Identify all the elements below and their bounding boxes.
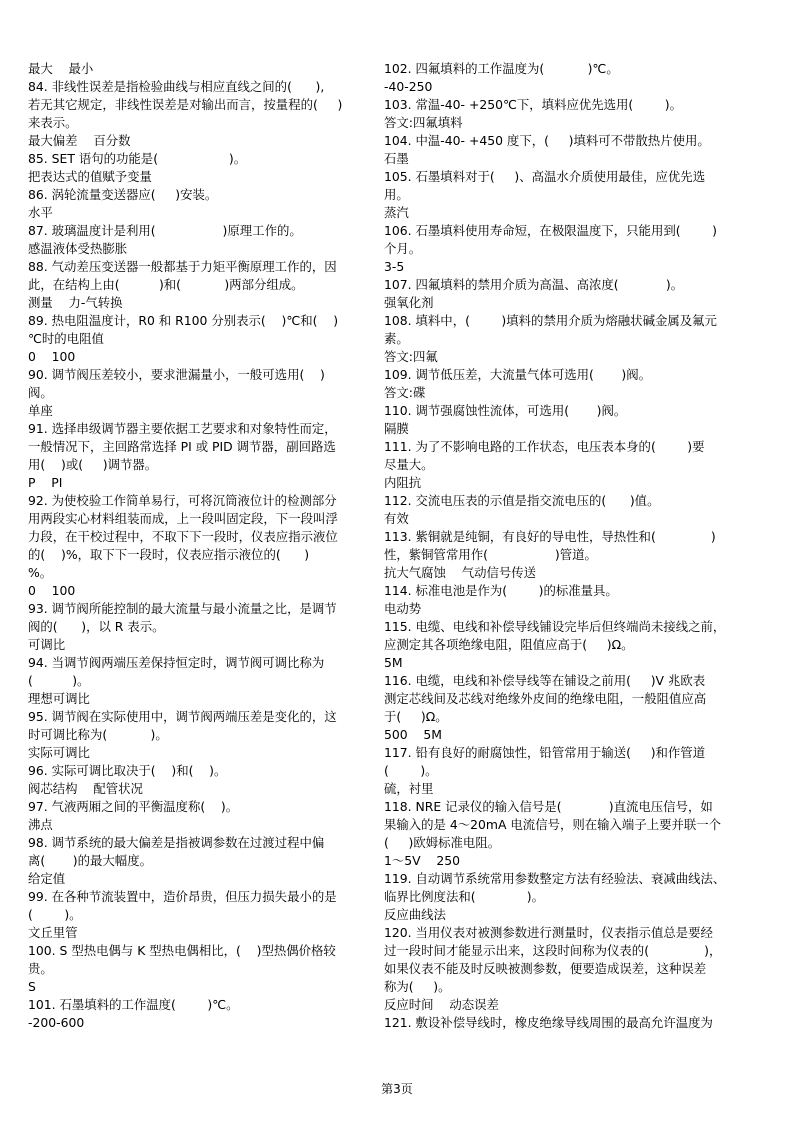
text-line: -200-600 xyxy=(28,1015,85,1030)
text-line: 强氧化剂 xyxy=(384,295,434,310)
text-line: 内阻抗 xyxy=(384,475,422,490)
text-line: 果输入的是 4～20mA 电流信号，则在输入端子上要并联一个 xyxy=(384,817,722,832)
text-line: 应测定其各项绝缘电阻，阻值应高于( )Ω。 xyxy=(384,637,634,652)
text-line: 0 100 xyxy=(28,349,76,364)
text-line: 120. 当用仪表对被测参数进行测量时，仪表指示值总是要经 xyxy=(384,925,713,940)
text-line: 过一段时间才能显示出来，这段时间称为仪表的( )， xyxy=(384,943,722,958)
text-line: 100. S 型热电偶与 K 型热电偶相比，( )型热偶价格较 xyxy=(28,943,336,958)
text-line: 反应时间 动态误差 xyxy=(384,997,499,1012)
text-line: 114. 标准电池是作为( )的标准量具。 xyxy=(384,583,618,598)
text-line: 于( )Ω。 xyxy=(384,709,448,724)
text-line: 103. 常温-40- +250℃下，填料应优先选用( )。 xyxy=(384,97,682,112)
text-line: 99. 在各种节流装置中，造价昂贵，但压力损失最小的是 xyxy=(28,889,337,904)
text-line: 110. 调节强腐蚀性流体，可选用( )阀。 xyxy=(384,403,627,418)
text-line: 88. 气动差压变送器一般都基于力矩平衡原理工作的，因 xyxy=(28,259,337,274)
text-line: 测定芯线间及芯线对绝缘外皮间的绝缘电阻，一般阻值应高 xyxy=(384,691,707,706)
text-line: 93. 调节阀所能控制的最大流量与最小流量之比，是调节 xyxy=(28,601,337,616)
text-line: 109. 调节低压差，大流量气体可选用( )阀。 xyxy=(384,367,652,382)
text-line: 来表示。 xyxy=(28,115,78,130)
text-line: 107. 四氟填料的禁用介质为高温、高浓度( )。 xyxy=(384,277,684,292)
text-line: 力段，在干校过程中，不取下下一段时，仪表应指示液位 xyxy=(28,529,338,544)
text-line: 121. 敷设补偿导线时，橡皮绝缘导线周围的最高允许温度为 xyxy=(384,1015,713,1030)
text-line: 用两段实心材料组装而成，上一段叫固定段，下一段叫浮 xyxy=(28,511,338,526)
text-line: 112. 交流电压表的示值是指交流电压的( )值。 xyxy=(384,493,660,508)
text-line: 最大偏差 百分数 xyxy=(28,133,131,148)
text-line: 此，在结构上由( )和( )两部分组成。 xyxy=(28,277,304,292)
text-line: 用。 xyxy=(384,187,409,202)
text-line: 时可调比称为( )。 xyxy=(28,727,168,742)
text-line: 感温液体受热膨胀 xyxy=(28,241,128,256)
text-line: ( )欧姆标准电阻。 xyxy=(384,835,501,850)
text-line: 111. 为了不影响电路的工作状态，电压表本身的( )要 xyxy=(384,439,705,454)
text-line: 尽量大。 xyxy=(384,457,434,472)
text-line: 最大 最小 xyxy=(28,61,94,76)
text-line: 5M xyxy=(384,655,403,670)
text-line: 可调比 xyxy=(28,637,66,652)
text-line: %。 xyxy=(28,565,53,580)
text-line: 96. 实际可调比取决于( )和( )。 xyxy=(28,763,227,778)
text-line: 104. 中温-40- +450 度下，( )填料可不带散热片使用。 xyxy=(384,133,710,148)
text-line: 硫，衬里 xyxy=(384,781,434,796)
text-line: 答文:四氟填料 xyxy=(384,115,463,130)
text-line: 石墨 xyxy=(384,151,409,166)
text-line: 84. 非线性误差是指检验曲线与相应直线之间的( ), xyxy=(28,79,325,94)
text-line: 素。 xyxy=(384,331,409,346)
text-line: 97. 气液两厢之间的平衡温度称( )。 xyxy=(28,799,239,814)
text-line: 94. 当调节阀两端压差保持恒定时，调节阀可调比称为 xyxy=(28,655,325,670)
text-line: 98. 调节系统的最大偏差是指被调参数在过渡过程中偏 xyxy=(28,835,325,850)
text-line: 答文:碟 xyxy=(384,385,426,400)
text-line: 一般情况下，主回路常选择 PI 或 PID 调节器，副回路选 xyxy=(28,439,336,454)
text-line: 92. 为使校验工作简单易行，可将沉筒液位计的检测部分 xyxy=(28,493,337,508)
text-line: 若无其它规定，非线性误差是对输出而言，按量程的( ) xyxy=(28,97,343,112)
text-line: 89. 热电阻温度计，R0 和 R100 分别表示( )℃和( ) xyxy=(28,313,339,328)
text-line: ( )。 xyxy=(28,673,90,688)
text-line: S xyxy=(28,979,36,994)
text-line: 单座 xyxy=(28,403,53,418)
text-line: 86. 涡轮流量变送器应( )安装。 xyxy=(28,187,218,202)
left-column xyxy=(28,60,380,1032)
text-line: 90. 调节阀压差较小，要求泄漏量小，一般可选用( ) xyxy=(28,367,325,382)
text-line: 临界比例度法和( )。 xyxy=(384,889,544,904)
text-line: 答文:四氟 xyxy=(384,349,438,364)
text-line: 阀。 xyxy=(28,385,53,400)
text-line: 称为( )。 xyxy=(384,979,451,994)
text-line: 给定值 xyxy=(28,871,66,886)
page-number: 第3页 xyxy=(381,1082,413,1096)
text-line: 85. SET 语句的功能是( )。 xyxy=(28,151,247,166)
text-line: 108. 填料中，( )填料的禁用介质为熔融状碱金属及氟元 xyxy=(384,313,717,328)
text-line: 实际可调比 xyxy=(28,745,90,760)
text-line: 抗大气腐蚀 气动信号传送 xyxy=(384,565,537,580)
text-line: ℃时的电阻值 xyxy=(28,331,104,346)
text-line: 反应曲线法 xyxy=(384,907,446,922)
text-line: 有效 xyxy=(384,511,409,526)
text-line: ( )。 xyxy=(384,763,438,778)
text-line: 水平 xyxy=(28,205,53,220)
text-line: 106. 石墨填料使用寿命短，在极限温度下，只能用到( ) xyxy=(384,223,717,238)
text-line: 115. 电缆、电线和补偿导线铺设完毕后但终端尚未接线之前， xyxy=(384,619,726,634)
text-line: 电动势 xyxy=(384,601,422,616)
text-line: 101. 石墨填料的工作温度( )℃。 xyxy=(28,997,239,1012)
text-line: 119. 自动调节系统常用参数整定方法有经验法、衰减曲线法、 xyxy=(384,871,726,886)
text-line: P PI xyxy=(28,475,63,490)
text-line: 用( )或( )调节器。 xyxy=(28,457,158,472)
text-line: 116. 电缆，电线和补偿导线等在铺设之前用( )V 兆欧表 xyxy=(384,673,706,688)
text-line: 95. 调节阀在实际使用中，调节阀两端压差是变化的，这 xyxy=(28,709,337,724)
text-line: 的( )%，取下下一段时，仪表应指示液位的( ) xyxy=(28,547,310,562)
text-line: 离( )的最大幅度。 xyxy=(28,853,152,868)
text-line: 测量 力-气转换 xyxy=(28,295,123,310)
text-line: 阀的( )，以 R 表示。 xyxy=(28,619,165,634)
text-line: ( )。 xyxy=(28,907,82,922)
text-line: 个月。 xyxy=(384,241,422,256)
text-line: 贵。 xyxy=(28,961,53,976)
text-line: 113. 紫铜就是纯铜，有良好的导电性，导热性和( ) xyxy=(384,529,716,544)
text-line: 91. 选择串级调节器主要依据工艺要求和对象特性而定， xyxy=(28,421,337,436)
text-line: 沸点 xyxy=(28,817,53,832)
right-column xyxy=(384,60,766,1032)
text-line: 阀芯结构 配管状况 xyxy=(28,781,143,796)
text-line: 把表达式的值赋予变量 xyxy=(28,169,152,184)
text-line: 117. 铅有良好的耐腐蚀性，铅管常用于输送( )和作管道 xyxy=(384,745,706,760)
text-line: 118. NRE 记录仪的输入信号是( )直流电压信号，如 xyxy=(384,799,713,814)
text-line: -40-250 xyxy=(384,79,433,94)
text-line: 文丘里管 xyxy=(28,925,78,940)
text-line: 隔膜 xyxy=(384,421,409,436)
text-line: 3-5 xyxy=(384,259,405,274)
text-line: 如果仪表不能及时反映被测参数，便要造成误差，这种误差 xyxy=(384,961,707,976)
text-line: 理想可调比 xyxy=(28,691,90,706)
text-line: 性，紫铜管常用作( )管道。 xyxy=(384,547,597,562)
text-line: 蒸汽 xyxy=(384,205,409,220)
text-line: 0 100 xyxy=(28,583,76,598)
text-line: 1～5V 250 xyxy=(384,853,461,868)
text-line: 87. 玻璃温度计是利用( )原理工作的。 xyxy=(28,223,302,238)
text-line: 105. 石墨填料对于( )、高温水介质使用最佳，应优先选 xyxy=(384,169,706,184)
text-line: 500 5M xyxy=(384,727,442,742)
text-line: 102. 四氟填料的工作温度为( )℃。 xyxy=(384,61,619,76)
